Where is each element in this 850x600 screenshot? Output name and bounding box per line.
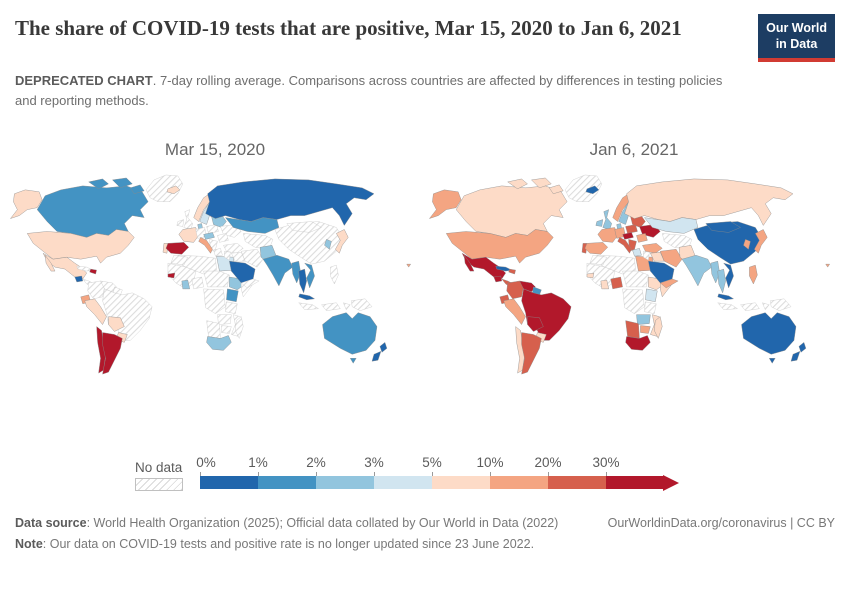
region-indonesia[interactable] xyxy=(322,303,341,311)
region-argentina[interactable] xyxy=(522,333,542,375)
region-namibia_botswana[interactable] xyxy=(207,321,221,339)
region-kenya_uganda[interactable] xyxy=(226,289,238,302)
legend-bin-3-5%[interactable] xyxy=(374,476,432,489)
region-drc[interactable] xyxy=(204,289,226,314)
region-zimbabwe[interactable] xyxy=(640,326,650,334)
legend-no-data-swatch[interactable] xyxy=(135,478,183,491)
page-title: The share of COVID-19 tests that are positive, Mar 15, 2020 to Jan 6, 2021 xyxy=(15,16,682,40)
legend-bin-1-2%[interactable] xyxy=(258,476,316,489)
legend-tick-10: 10% xyxy=(476,455,504,471)
region-senegal[interactable] xyxy=(168,273,175,278)
legend-tick-2: 2% xyxy=(306,455,326,471)
world-map-end-date xyxy=(428,172,840,385)
region-canada[interactable] xyxy=(112,178,132,188)
legend-bin->30%[interactable] xyxy=(606,476,664,489)
region-hispaniola[interactable] xyxy=(90,269,97,274)
world-map-start-date xyxy=(9,172,421,385)
region-fiji[interactable] xyxy=(826,264,830,267)
legend-bin-2-3%[interactable] xyxy=(316,476,374,489)
region-india[interactable] xyxy=(682,255,712,286)
legend-bin-0-1%[interactable] xyxy=(200,476,258,489)
region-indonesia[interactable] xyxy=(299,303,319,310)
region-alaska[interactable] xyxy=(429,190,461,219)
region-nigeria[interactable] xyxy=(611,277,623,289)
region-tasmania[interactable] xyxy=(350,359,356,364)
region-nz[interactable] xyxy=(380,343,387,353)
owid-logo[interactable] xyxy=(758,14,835,62)
region-brazil[interactable] xyxy=(103,289,153,341)
region-guatemala[interactable] xyxy=(494,276,502,282)
region-fiji[interactable] xyxy=(407,264,411,267)
legend-bin-10-20%[interactable] xyxy=(490,476,548,489)
region-spain[interactable] xyxy=(585,243,608,255)
map-canvas xyxy=(428,172,840,385)
region-guatemala[interactable] xyxy=(75,276,83,282)
region-romania[interactable] xyxy=(217,234,228,243)
region-nz[interactable] xyxy=(799,343,806,353)
region-brazil[interactable] xyxy=(522,289,572,341)
region-hispaniola[interactable] xyxy=(509,269,516,274)
map-block-start-date xyxy=(9,140,421,385)
region-senegal[interactable] xyxy=(587,273,594,278)
map-caption-start-date: Mar 15, 2020 xyxy=(164,140,266,160)
region-canada[interactable] xyxy=(37,186,148,238)
region-australia[interactable] xyxy=(322,313,376,355)
map-block-end-date xyxy=(428,140,840,385)
region-ireland[interactable] xyxy=(596,220,603,227)
region-tasmania[interactable] xyxy=(769,359,775,364)
region-sudan_chad[interactable] xyxy=(204,271,230,287)
region-indonesia[interactable] xyxy=(718,303,738,310)
region-sudan_chad[interactable] xyxy=(623,271,649,287)
map-caption-end-date: Jan 6, 2021 xyxy=(589,140,679,160)
legend-no-data[interactable] xyxy=(135,460,183,491)
data-source-text: : World Health Organization (2025); Official data collated by Our World in Data (2022) xyxy=(86,516,559,531)
region-uk[interactable] xyxy=(184,210,193,230)
region-indonesia[interactable] xyxy=(343,303,350,310)
region-new_guinea[interactable] xyxy=(351,299,372,311)
region-canada[interactable] xyxy=(531,178,551,188)
region-spain[interactable] xyxy=(166,243,189,255)
header xyxy=(15,12,835,62)
data-source-line xyxy=(15,513,558,534)
region-zambia[interactable] xyxy=(636,315,650,325)
subtitle-text: . 7-day rolling average. Comparisons across countries are affected by differences in testing policies and reporting methods. xyxy=(15,73,723,108)
legend-tick-5: 5% xyxy=(422,455,442,471)
region-philippines[interactable] xyxy=(330,265,338,284)
legend-tick-1: 1% xyxy=(248,455,268,471)
legend-tick-30: 30% xyxy=(592,455,620,471)
region-tanzania[interactable] xyxy=(225,302,237,314)
legend-bin-20-30%[interactable] xyxy=(548,476,606,489)
data-source-label: Data source xyxy=(15,516,87,531)
chart-subtitle xyxy=(15,71,739,110)
region-vietnam[interactable] xyxy=(724,263,734,288)
legend-colorbar-wrap xyxy=(196,455,700,491)
legend-no-data-label: No data xyxy=(135,460,183,476)
region-indonesia[interactable] xyxy=(741,303,760,311)
note-line xyxy=(15,537,534,551)
region-philippines[interactable] xyxy=(749,265,757,284)
owid-logo-line2: in Data xyxy=(775,36,818,51)
region-india[interactable] xyxy=(263,255,293,286)
region-alaska[interactable] xyxy=(10,190,42,219)
legend-bin-5-10%[interactable] xyxy=(432,476,490,489)
region-tanzania[interactable] xyxy=(644,302,656,314)
region-canada[interactable] xyxy=(456,186,567,238)
region-drc[interactable] xyxy=(623,289,645,314)
legend-ticks xyxy=(196,455,700,472)
region-thailand[interactable] xyxy=(718,269,726,293)
region-nz[interactable] xyxy=(372,352,381,362)
maps-row xyxy=(9,140,841,385)
note-text: : Our data on COVID-19 tests and positive rate is no longer updated since 23 June 2022. xyxy=(42,536,535,551)
chart-footer xyxy=(15,513,835,554)
region-new_guinea[interactable] xyxy=(770,299,791,311)
region-vietnam[interactable] xyxy=(305,263,315,288)
region-nz[interactable] xyxy=(791,352,800,362)
region-nigeria[interactable] xyxy=(192,277,204,289)
legend-tick-3: 3% xyxy=(364,455,384,471)
region-uk[interactable] xyxy=(603,210,612,230)
legend-tick-20: 20% xyxy=(534,455,562,471)
region-kenya_uganda[interactable] xyxy=(645,289,657,302)
map-canvas xyxy=(9,172,421,385)
region-namibia_botswana[interactable] xyxy=(626,321,640,339)
legend-arrow-cap xyxy=(663,475,679,491)
region-ireland[interactable] xyxy=(177,220,184,227)
region-indonesia[interactable] xyxy=(762,303,769,310)
legend-colorbar xyxy=(200,476,679,489)
note-label: Note xyxy=(15,536,43,551)
deprecated-flag: DEPRECATED CHART xyxy=(15,73,153,89)
region-romania[interactable] xyxy=(636,234,647,243)
owid-logo-line1: Our World xyxy=(766,21,827,35)
region-malaysia[interactable] xyxy=(299,294,315,300)
credit-link[interactable]: OurWorldinData.org/coronavirus | CC BY xyxy=(607,516,835,531)
region-argentina[interactable] xyxy=(103,333,123,375)
region-malaysia[interactable] xyxy=(718,294,734,300)
region-zimbabwe[interactable] xyxy=(221,326,231,334)
legend-tick-0: 0% xyxy=(196,455,216,471)
region-thailand[interactable] xyxy=(299,269,307,293)
region-zambia[interactable] xyxy=(217,315,231,325)
map-legend xyxy=(135,455,835,491)
region-australia[interactable] xyxy=(741,313,795,355)
